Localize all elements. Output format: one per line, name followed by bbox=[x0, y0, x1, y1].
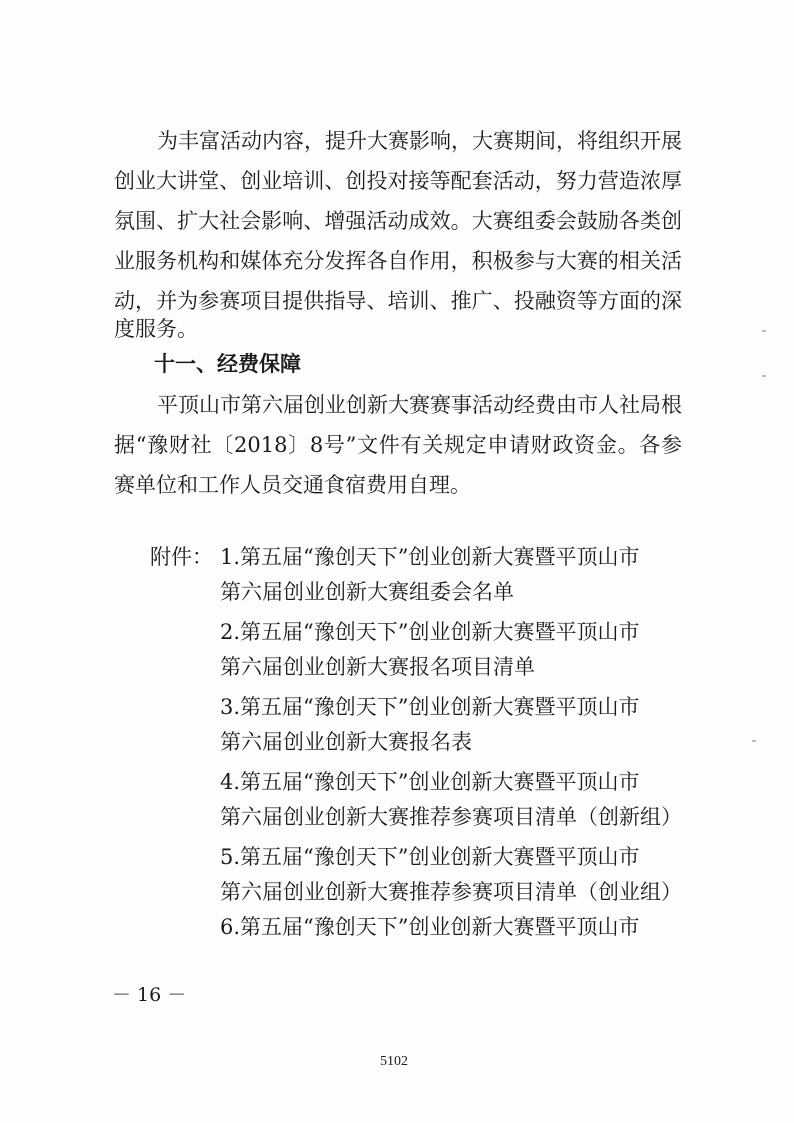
attachment-item-continuation: 第六届创业创新大赛报名表 bbox=[220, 730, 472, 754]
attachment-item: 1.第五届“豫创天下”创业创新大赛暨平顶山市 bbox=[220, 545, 640, 569]
body-text-line: 平顶山市第六届创业创新大赛赛事活动经费由市人社局根 bbox=[157, 393, 682, 417]
body-text-line: 业服务机构和媒体充分发挥各自作用，积极参与大赛的相关活 bbox=[114, 249, 682, 273]
attachments-label: 附件： bbox=[150, 545, 213, 569]
body-text-line: 度服务。 bbox=[114, 317, 198, 341]
page-number: － 16 － bbox=[112, 984, 187, 1006]
scan-speck bbox=[762, 375, 766, 377]
attachment-item-continuation: 第六届创业创新大赛组委会名单 bbox=[220, 580, 514, 604]
body-text-line: 赛单位和工作人员交通食宿费用自理。 bbox=[114, 473, 471, 497]
scan-speck bbox=[752, 740, 756, 742]
attachment-item-continuation: 第六届创业创新大赛推荐参赛项目清单（创业组） bbox=[220, 880, 682, 904]
attachment-item: 5.第五届“豫创天下”创业创新大赛暨平顶山市 bbox=[220, 845, 640, 869]
attachment-item: 6.第五届“豫创天下”创业创新大赛暨平顶山市 bbox=[220, 915, 640, 939]
section-heading: 十一、经费保障 bbox=[154, 352, 301, 376]
body-text-line: 据“豫财社〔2018〕8号”文件有关规定申请财政资金。各参 bbox=[114, 433, 682, 457]
attachment-item: 3.第五届“豫创天下”创业创新大赛暨平顶山市 bbox=[220, 695, 640, 719]
attachment-item-continuation: 第六届创业创新大赛推荐参赛项目清单（创新组） bbox=[220, 805, 682, 829]
body-text-line: 氛围、扩大社会影响、增强活动成效。大赛组委会鼓励各类创 bbox=[114, 209, 682, 233]
stamp-number: 5102 bbox=[380, 1054, 408, 1069]
attachment-item: 2.第五届“豫创天下”创业创新大赛暨平顶山市 bbox=[220, 620, 640, 644]
body-text-line: 动，并为参赛项目提供指导、培训、推广、投融资等方面的深 bbox=[114, 289, 682, 313]
attachment-item: 4.第五届“豫创天下”创业创新大赛暨平顶山市 bbox=[220, 770, 640, 794]
attachment-item-continuation: 第六届创业创新大赛报名项目清单 bbox=[220, 655, 535, 679]
body-text-line: 为丰富活动内容，提升大赛影响，大赛期间，将组织开展 bbox=[157, 129, 682, 153]
body-text-line: 创业大讲堂、创业培训、创投对接等配套活动，努力营造浓厚 bbox=[114, 169, 682, 193]
scan-speck bbox=[762, 330, 766, 332]
